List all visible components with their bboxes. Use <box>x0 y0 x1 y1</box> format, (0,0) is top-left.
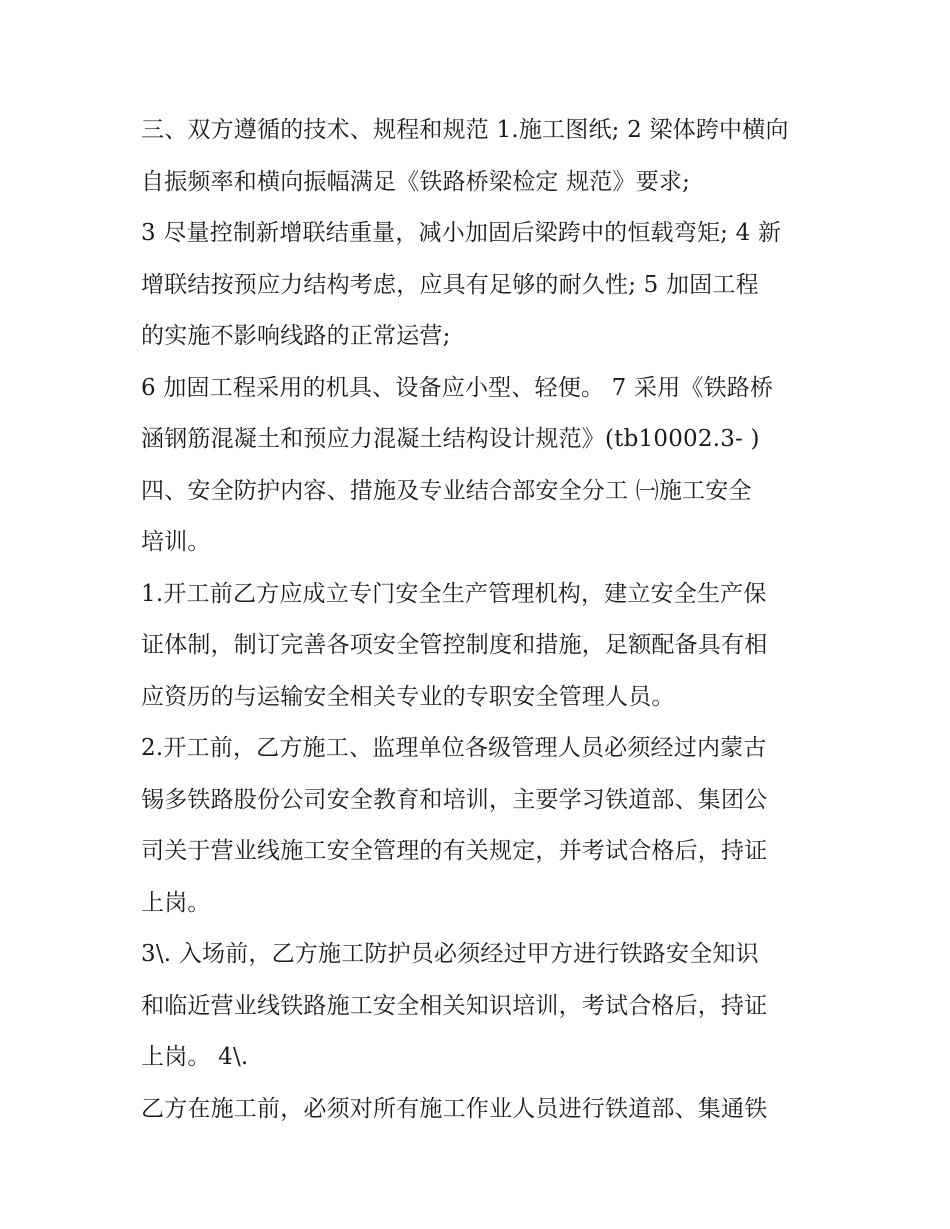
text-line: 锡多铁路股份公司安全教育和培训，主要学习铁道部、集团公 <box>141 786 768 813</box>
document-body <box>141 105 821 1135</box>
text-line: 证体制，制订完善各项安全管控制度和措施，足额配备具有相 <box>141 632 768 658</box>
text-line: 涵钢筋混凝土和预应力混凝土结构设计规范》(tb10002.3- ) <box>141 426 760 452</box>
text-line: 自振频率和横向振幅满足《铁路桥梁检定 规范》要求; <box>141 168 691 195</box>
text-line: 1.开工前乙方应成立专门安全生产管理机构，建立安全生产保 <box>141 580 767 607</box>
text-line: 的实施不影响线路的正常运营; <box>141 323 451 349</box>
text-line: 应资历的与运输安全相关专业的专职安全管理人员。 <box>141 683 675 710</box>
text-line: 上岗。 <box>141 889 211 916</box>
text-line: 上岗。 4\. <box>141 1044 249 1070</box>
text-line: 2.开工前，乙方施工、监理单位各级管理人员必须经过内蒙古 <box>141 735 767 761</box>
text-line: 6 加固工程采用的机具、设备应小型、轻便。 7 采用《铁路桥 <box>141 374 774 401</box>
text-line: 和临近营业线铁路施工安全相关知识培训，考试合格后，持证 <box>141 992 768 1019</box>
text-line: 3 尽量控制新增联结重量，减小加固后梁跨中的恒载弯矩; 4 新 <box>141 220 782 246</box>
text-line: 司关于营业线施工安全管理的有关规定，并考试合格后，持证 <box>141 838 768 864</box>
text-line: 培训。 <box>141 529 211 555</box>
text-line: 三、双方遵循的技术、规程和规范 1.施工图纸; 2 梁体跨中横向 <box>141 117 789 143</box>
text-line: 四、安全防护内容、措施及专业结合部安全分工 ㈠施工安全 <box>141 477 752 504</box>
text-line: 乙方在施工前，必须对所有施工作业人员进行铁道部、集通铁 <box>141 1095 768 1122</box>
text-line: 增联结按预应力结构考虑，应具有足够的耐久性; 5 加固工程 <box>141 271 759 298</box>
text-line: 3\. 入场前，乙方施工防护员必须经过甲方进行铁路安全知识 <box>141 941 759 967</box>
